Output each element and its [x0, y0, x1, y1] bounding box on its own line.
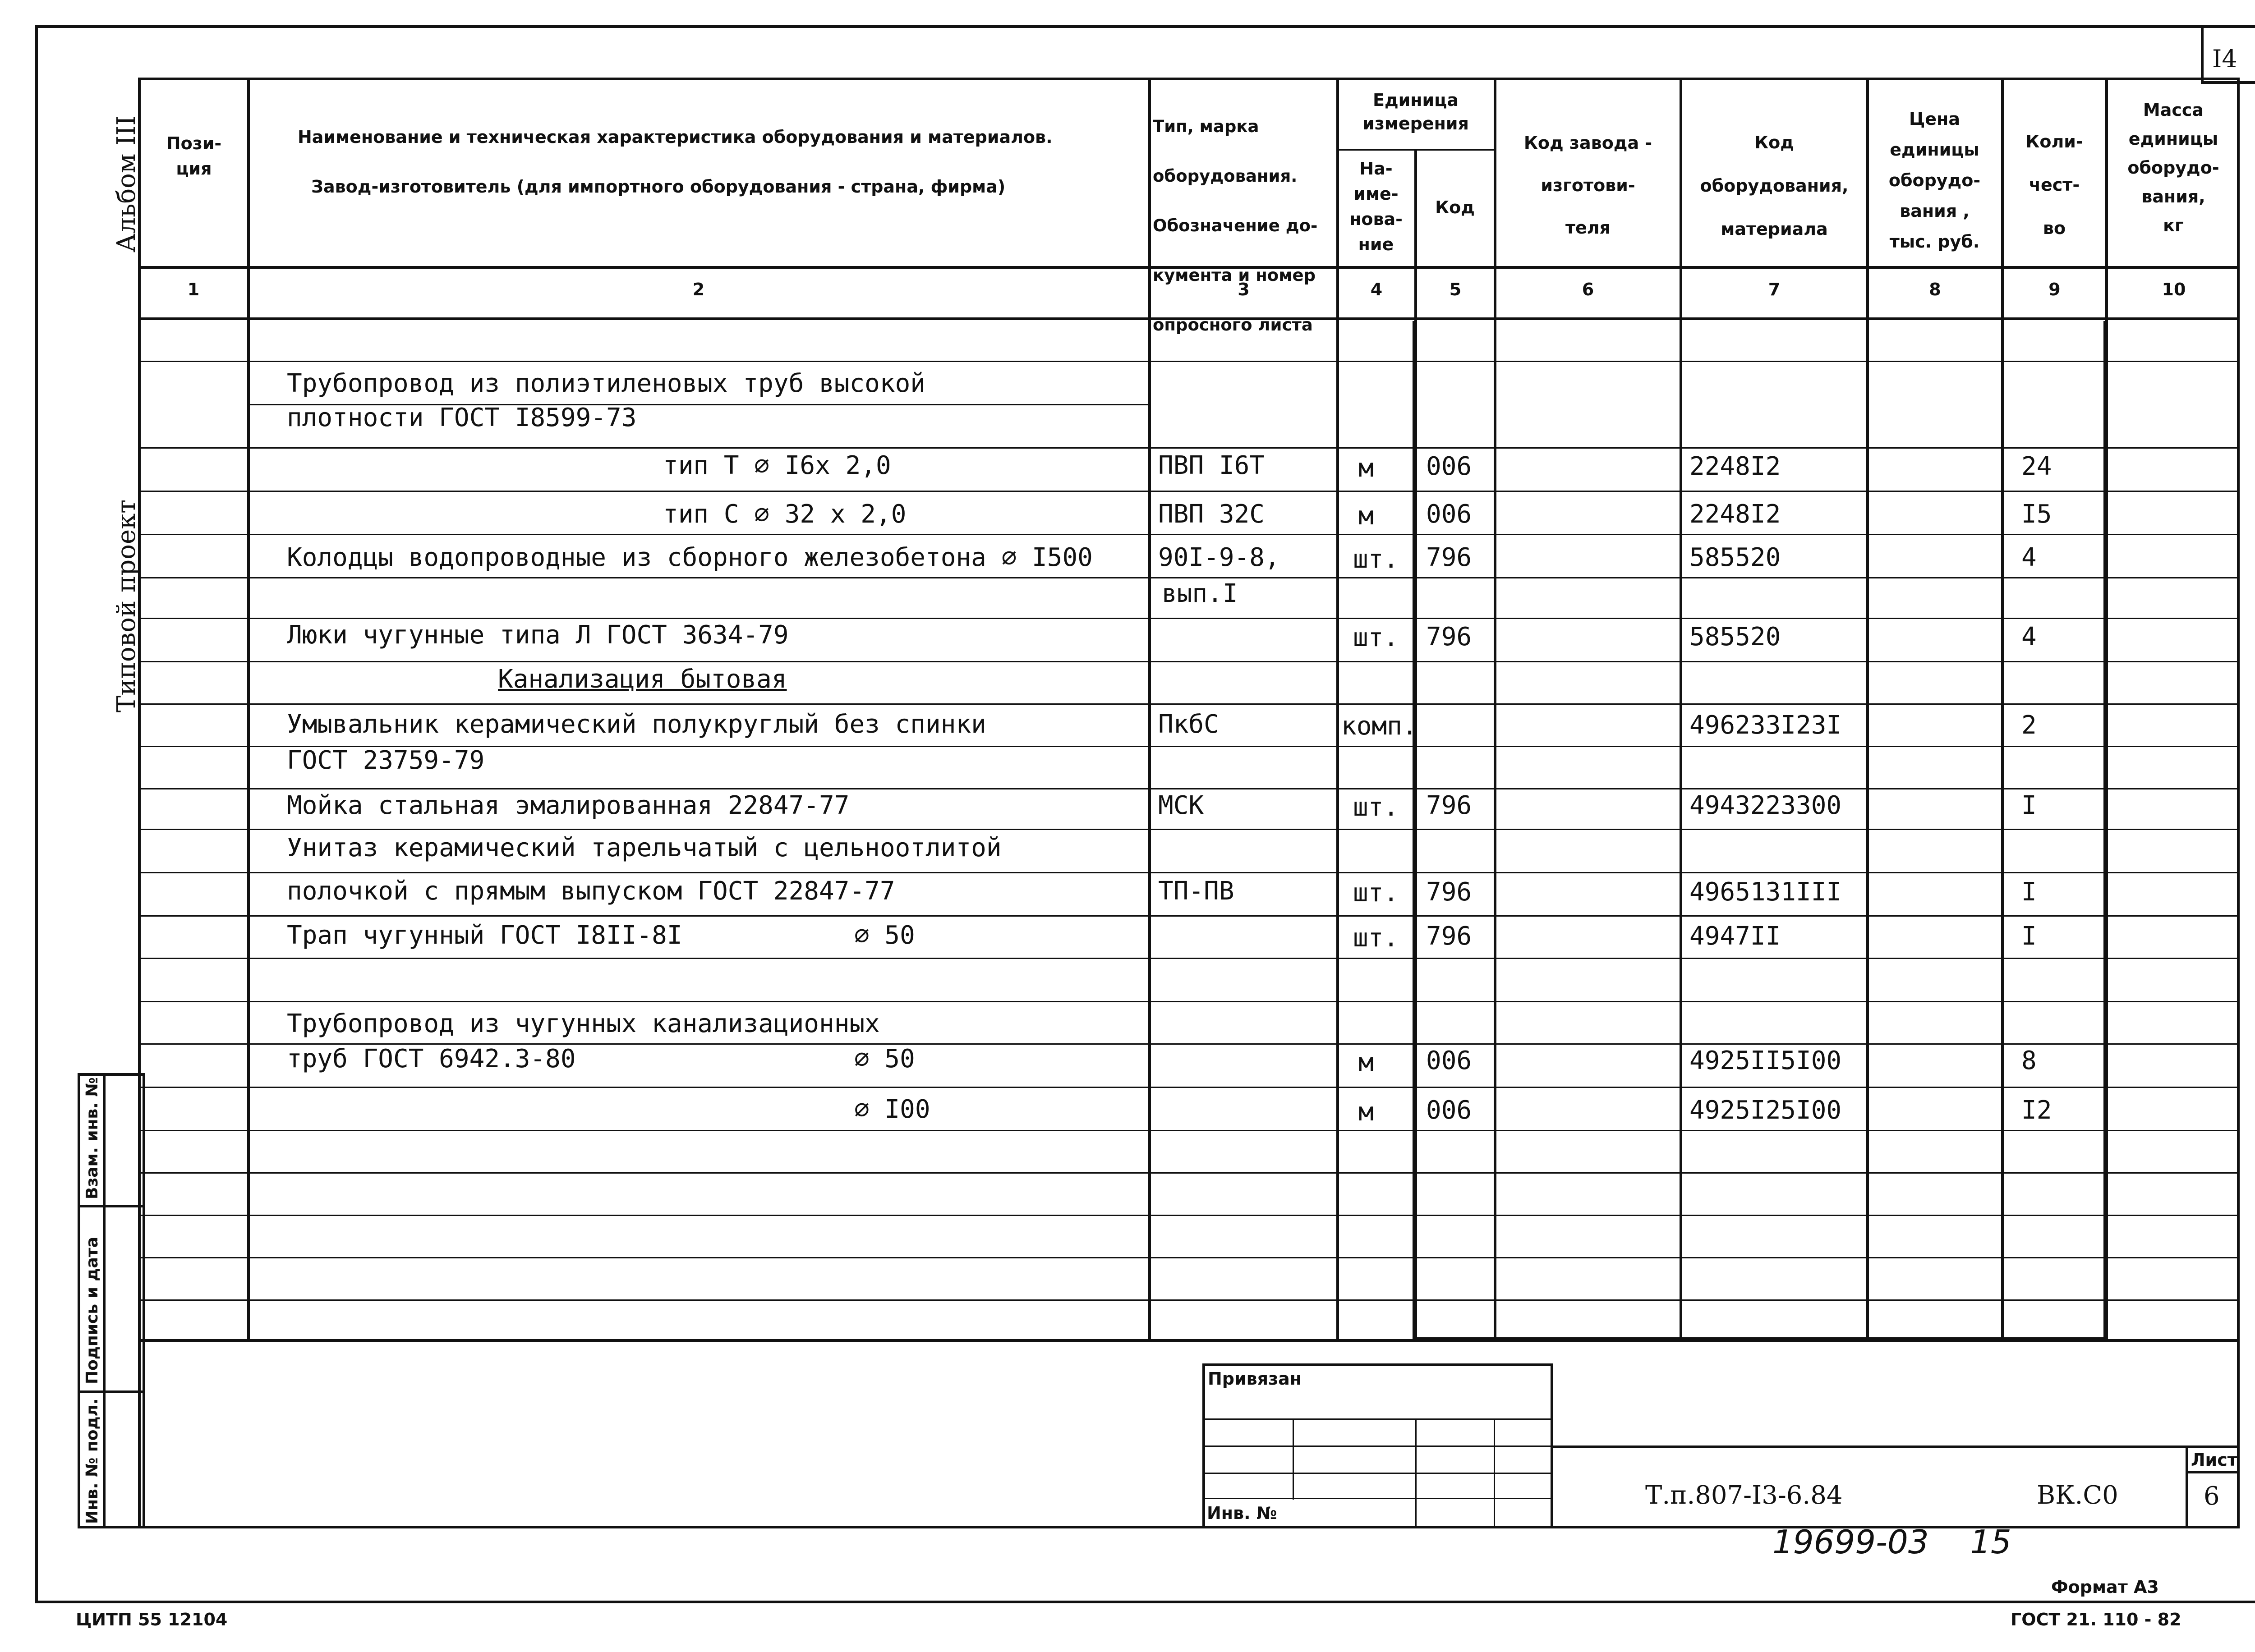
header-unit-name: На- име- нова- ние	[1349, 159, 1403, 254]
item-type: ПкбС	[1158, 710, 1219, 739]
item-name: труб ГОСТ 6942.3-80	[287, 1044, 576, 1074]
header-price: Цена единицы оборудо- вания , тыс. руб.	[1888, 109, 1981, 252]
item-unit: шт.	[1353, 623, 1399, 652]
inv-no-label: Инв. №	[1207, 1503, 1277, 1523]
item-name: полочкой с прямым выпуском ГОСТ 22847-77	[287, 876, 895, 906]
format-label: Формат А3	[2051, 1577, 2159, 1597]
item-quantity: I	[2021, 922, 2037, 951]
footer-right: ГОСТ 21. 110 - 82	[2011, 1610, 2181, 1629]
header-name-line2: Завод-изготовитель (для импортного оборудования - страна, фирма)	[311, 177, 1006, 197]
item-quantity: 4	[2021, 543, 2037, 572]
inv-podl-label: Инв. № подл.	[83, 1398, 101, 1524]
colnum-7: 7	[1768, 280, 1781, 299]
item-unit: шт.	[1353, 545, 1399, 574]
item-unit: шт.	[1353, 793, 1399, 822]
item-unit: шт.	[1353, 923, 1399, 953]
item-name: Трап чугунный ГОСТ I8II-8I	[287, 921, 682, 950]
item-material-code: 4925II5I00	[1689, 1046, 1842, 1075]
item-quantity: 8	[2021, 1046, 2037, 1075]
item-unit: м	[1358, 1097, 1374, 1127]
item-quantity: 2	[2021, 711, 2037, 740]
header-unit-code: Код	[1435, 197, 1475, 217]
designation: Т.п.807-I3-6.84	[1645, 1481, 1843, 1510]
item-size: ∅ 50	[854, 921, 915, 950]
item-unit-code: 796	[1426, 922, 1472, 951]
item-unit: м	[1358, 454, 1374, 483]
item-unit-code: 006	[1426, 1046, 1472, 1075]
section-heading: Канализация бытовая	[498, 665, 787, 694]
item-quantity: I2	[2021, 1096, 2052, 1125]
item-unit-code: 006	[1426, 500, 1472, 529]
item-material-code: 2248I2	[1689, 452, 1781, 481]
item-type: ПВП I6Т	[1158, 451, 1265, 480]
item-name: Мойка стальная эмалированная 22847-77	[287, 791, 850, 820]
item-quantity: 24	[2021, 452, 2052, 481]
item-unit: м	[1358, 501, 1374, 531]
item-unit-code: 796	[1426, 543, 1472, 572]
project-label: Типовой проект	[112, 499, 141, 712]
item-quantity: I5	[2021, 500, 2052, 529]
item-quantity: 4	[2021, 622, 2037, 652]
colnum-10: 10	[2162, 280, 2186, 299]
item-name: тип Т ∅ I6х 2,0	[663, 451, 891, 480]
header-type: Тип, марка оборудования. Обозначение до- кумента и номер опросного листа	[1153, 117, 1318, 335]
item-name: Колодцы водопроводные из сборного железобетона ∅ I500	[287, 543, 1093, 572]
item-material-code: 585520	[1689, 622, 1781, 652]
header-factory-code: Код завода - изготови- теля	[1523, 133, 1652, 238]
list-number: 6	[2204, 1482, 2220, 1511]
corner-number: I4	[2212, 45, 2237, 73]
header-mass: Масса единицы оборудо- вания, кг	[2127, 100, 2219, 235]
item-unit-code: 796	[1426, 791, 1472, 820]
item-name: Люки чугунные типа Л ГОСТ 3634-79	[287, 620, 789, 650]
header-position: Пози- ция	[166, 133, 222, 179]
colnum-6: 6	[1582, 280, 1594, 299]
item-unit: шт.	[1353, 878, 1399, 908]
item-size: ∅ I00	[854, 1095, 930, 1124]
colnum-8: 8	[1929, 280, 1941, 299]
item-material-code: 4943223300	[1689, 791, 1842, 820]
item-name: Умывальник керамический полукруглый без спинки	[287, 710, 986, 739]
item-unit: комп.	[1341, 711, 1417, 741]
item-material-code: 4925I25I00	[1689, 1096, 1842, 1125]
handwritten-number: 19699-03 15	[1772, 1523, 2011, 1561]
colnum-2: 2	[692, 280, 705, 299]
colnum-4: 4	[1370, 280, 1383, 299]
item-material-code: 585520	[1689, 543, 1781, 572]
footer-left: ЦИТП 55 12104	[76, 1610, 228, 1629]
item-name: тип С ∅ 32 х 2,0	[663, 500, 907, 529]
item-material-code: 496233I23I	[1689, 711, 1842, 740]
item-name: Унитаз керамический тарельчатый с цельноотлитой	[287, 833, 1002, 863]
item-type: МСК	[1158, 791, 1204, 820]
item-material-code: 4947II	[1689, 922, 1781, 951]
item-material-code: 2248I2	[1689, 500, 1781, 529]
item-name: ГОСТ 23759-79	[287, 746, 485, 775]
header-quantity: Коли- чест- во	[2025, 132, 2083, 238]
header-name-line1: Наименование и техническая характеристика оборудования и материалов.	[298, 127, 1053, 147]
mark: ВК.С0	[2037, 1481, 2118, 1510]
item-name: плотности ГОСТ I8599-73	[287, 403, 637, 432]
item-type: вып.I	[1162, 579, 1238, 608]
privyazan-label: Привязан	[1208, 1369, 1302, 1389]
item-type: 90I-9-8,	[1158, 543, 1280, 572]
header-unit-group: Единица измерения	[1362, 90, 1469, 133]
item-unit-code: 006	[1426, 452, 1472, 481]
list-label: Лист	[2191, 1450, 2237, 1470]
album-label: Альбом III	[112, 115, 141, 252]
colnum-9: 9	[2048, 280, 2061, 299]
item-name: Трубопровод из чугунных канализационных	[287, 1009, 880, 1038]
item-unit-code: 796	[1426, 877, 1472, 907]
item-unit-code: 006	[1426, 1096, 1472, 1125]
item-type: ТП-ПВ	[1158, 876, 1234, 906]
item-quantity: I	[2021, 791, 2037, 820]
vzam-inv-label: Взам. инв. №	[83, 1077, 101, 1199]
colnum-3: 3	[1238, 280, 1250, 299]
item-material-code: 49651З1III	[1689, 877, 1842, 907]
header-material-code: Код оборудования, материала	[1700, 133, 1849, 239]
colnum-1: 1	[187, 280, 200, 299]
item-unit-code: 796	[1426, 622, 1472, 652]
podpis-label: Подпись и дата	[83, 1237, 101, 1384]
colnum-5: 5	[1449, 280, 1462, 299]
item-size: ∅ 50	[854, 1044, 915, 1074]
item-name: Трубопровод из полиэтиленовых труб высокой	[287, 369, 926, 398]
item-type: ПВП 32С	[1158, 500, 1265, 529]
item-quantity: I	[2021, 877, 2037, 907]
item-unit: м	[1358, 1048, 1374, 1077]
